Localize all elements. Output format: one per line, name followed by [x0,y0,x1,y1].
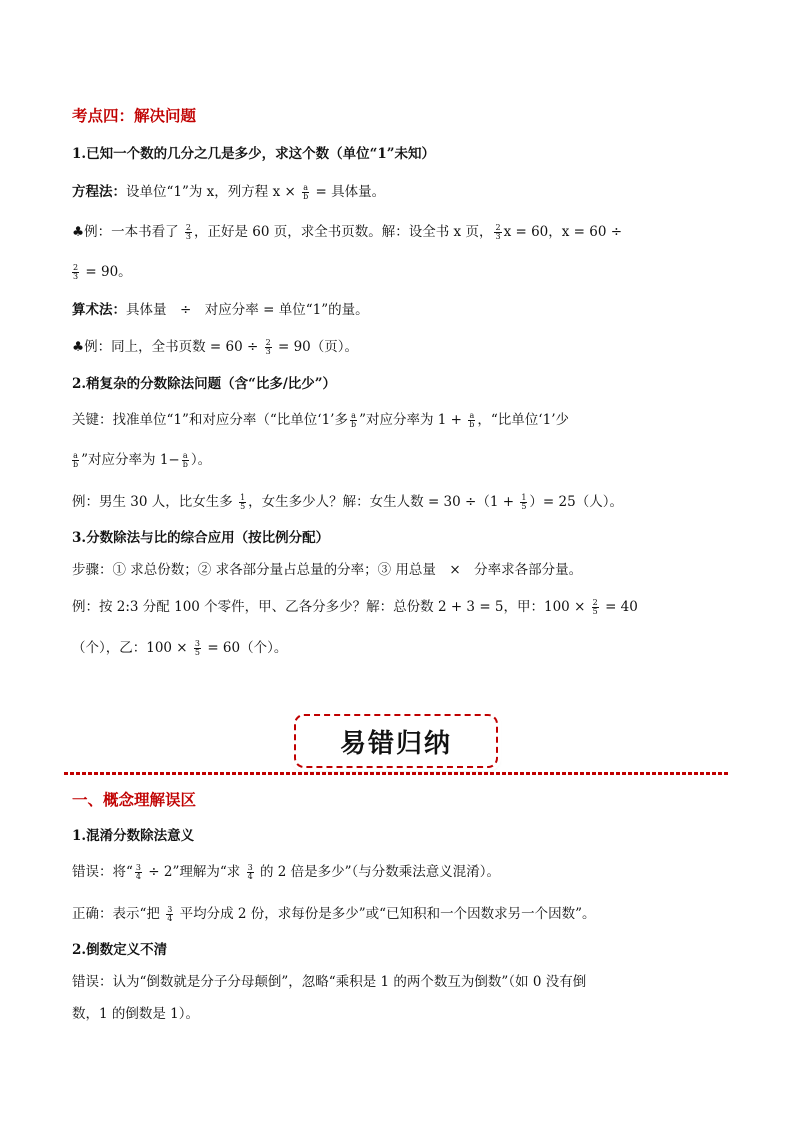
wrong-2: 错误：认为“倒数就是分子分母颠倒”，忽略“乘积是 1 的两个数互为倒数”（如 0 没有倒 [72,974,587,990]
example-1-cont: $\frac{2}{3}$ = 90。 [73,263,132,281]
example-4-cont: （个），乙：100 × $\frac{3}{5}$ = 60（个）。 [72,639,288,657]
steps: 步骤：① 求总份数；② 求各部分量占总量的分率；③ 用总量 × 分率求各部分量。 [72,562,583,578]
fraction-2-3: $\frac{2}{3}$ [73,263,79,281]
fraction-a-b: $\frac{a}{b}$ [182,451,188,469]
fraction-3-5: $\frac{3}{5}$ [194,639,201,657]
fraction-2-3: $\frac{2}{3}$ [265,338,271,356]
error-heading-1: 1.混淆分数除法意义 [72,828,195,844]
key-point: 关键：找准单位“1”和对应分率（“比单位‘1’多 $\frac{a}{b}$ ”对应分率为 1 + $\frac{a}{b}$ ，“比单位‘1’少 [72,411,569,429]
example-3: 例：男生 30 人，比女生多 $\frac{1}{5}$ ，女生多少人？解：女生人数 = 30 ÷（1 + $\frac{1}{5}$ ）= 25（人）。 [72,493,623,511]
equation-method: 方程法：设单位“1”为 x，列方程 x × $\frac{a}{b}$ = 具体量。 [72,183,386,201]
dashed-divider [64,772,730,775]
fraction-a-b: $\frac{a}{b}$ [469,411,475,429]
section-title: 考点四：解决问题 [72,106,197,125]
heading-2: 2.稍复杂的分数除法问题（含“比多/比少”） [72,376,337,392]
fraction-1-5: $\frac{1}{5}$ [521,493,527,511]
fraction-2-5: $\frac{2}{5}$ [592,598,598,616]
fraction-a-b: $\frac{a}{b}$ [350,411,357,429]
arithmetic-label: 算术法： [72,302,126,318]
heading-1: 1.已知一个数的几分之几是多少，求这个数（单位“1”未知） [72,146,436,162]
example-1: ♣例：一本书看了 $\frac{2}{3}$ ，正好是 60 页，求全书页数。解：设全书 x 页， $\frac{2}{3}$ x = 60，x = 60 ÷ [72,223,623,241]
fraction-a-b: $\frac{a}{b}$ [303,183,309,201]
key-point-cont: $\frac{a}{b}$ ”对应分率为 1− $\frac{a}{b}$ ）。 [73,451,212,469]
wrong-1: 错误：将“ $\frac{3}{4}$ ÷ 2”理解为“求 $\frac{3}{4}$ 的 2 倍是多少”（与分数乘法意义混淆）。 [72,863,501,881]
fraction-a-b: $\frac{a}{b}$ [73,451,79,469]
section-banner [294,714,498,768]
banner-title: 易错归纳 [339,728,452,759]
equation-label: 方程法： [72,184,126,200]
fraction-1-5: $\frac{1}{5}$ [240,493,246,511]
heading-3: 3.分数除法与比的综合应用（按比例分配） [72,530,330,546]
error-heading-2: 2.倒数定义不清 [72,942,168,958]
wrong-2-cont: 数，1 的倒数是 1）。 [72,1006,200,1022]
example-4: 例：按 2:3 分配 100 个零件，甲、乙各分多少？解：总份数 2 + 3 = 5，甲：100 × $\frac{2}{5}$ = 40 [72,598,638,616]
fraction-2-3: $\frac{2}{3}$ [185,223,191,241]
fraction-3-4: $\frac{3}{4}$ [135,863,141,881]
example-2: ♣例：同上，全书页数 = 60 ÷ $\frac{2}{3}$ = 90（页）。 [72,338,358,356]
errors-title: 一、概念理解误区 [72,790,197,809]
arithmetic-method: 算术法：具体量 ÷ 对应分率 = 单位“1”的量。 [72,302,369,318]
fraction-3-4: $\frac{3}{4}$ [247,863,253,881]
fraction-2-3: $\frac{2}{3}$ [495,223,501,241]
fraction-3-4: $\frac{3}{4}$ [167,905,173,923]
right-1: 正确：表示“把 $\frac{3}{4}$ 平均分成 2 份，求每份是多少”或“已知积和一个因数求另一个因数”。 [72,905,596,923]
